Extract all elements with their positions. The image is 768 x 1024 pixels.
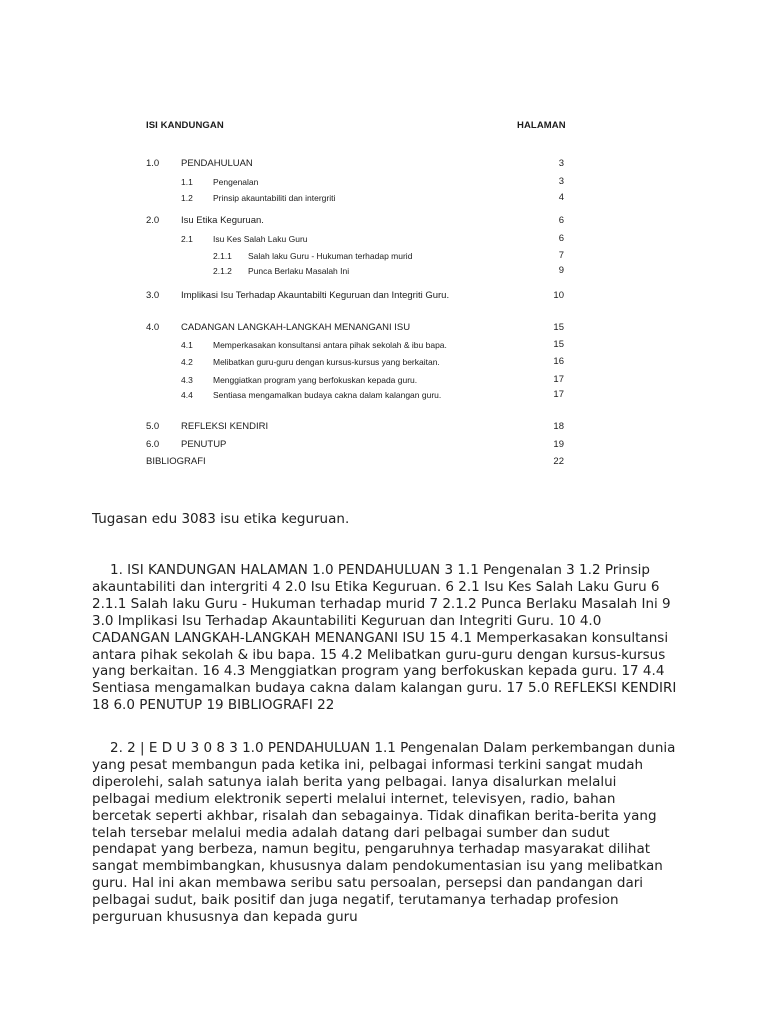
toc-header-page: HALAMAN [517, 120, 566, 131]
toc-row-title: Salah laku Guru - Hukuman terhadap murid [248, 251, 413, 261]
toc-row-title: REFLEKSI KENDIRI [181, 421, 269, 432]
toc-row [0, 374, 768, 386]
toc-row [0, 215, 768, 227]
toc-row-page: 3 [558, 176, 564, 187]
toc-row-page: 17 [553, 389, 564, 400]
toc-row-number: 4.4 [181, 390, 193, 400]
paragraph-1: 1. ISI KANDUNGAN HALAMAN 1.0 PENDAHULUAN 3 1.1 Pengenalan 3 1.2 Prinsip akauntabiliti dan intergriti 4 2.0 Isu Etika Keguruan. 6 2.1 Isu Kes Salah Laku Guru 6 2.1.1 Salah laku Guru - Hukuman terhadap murid 7 2.1.2 Punca Berlaku Masalah Ini 9 3.0 Implikasi Isu Terhadap Akauntabiliti Keguruan dan Integriti Guru. 10 4.0 CADANGAN LANGKAH-LANGKAH MENANGANI ISU 15 4.1 Memperkasakan konsultansi antara pihak sekolah & ibu bapa. 15 4.2 Melibatkan guru-guru dengan kursus-kursus yang berkaitan. 16 4.3 Menggiatkan program yang berfokuskan kepada guru. 17 4.4 Sentiasa mengamalkan budaya cakna dalam kalangan guru. 17 5.0 REFLEKSI KENDIRI 18 6.0 PENUTUP 19 BIBLIOGRAFI 22 [92, 562, 677, 714]
toc-row [0, 233, 768, 245]
document-title: Tugasan edu 3083 isu etika keguruan. [92, 511, 350, 527]
toc-row-page: 22 [553, 456, 564, 467]
toc-row-title: Isu Etika Keguruan. [181, 215, 264, 226]
toc-row-number: 4.0 [146, 322, 160, 333]
toc-row-page: 10 [553, 290, 564, 301]
toc-row-number: 1.0 [146, 158, 160, 169]
toc-row [0, 290, 768, 302]
toc-row-page: 17 [553, 374, 564, 385]
toc-row-title: PENUTUP [181, 439, 227, 450]
toc-row-number: 6.0 [146, 439, 160, 450]
toc-row-number: 5.0 [146, 421, 160, 432]
toc-row-page: 19 [553, 439, 564, 450]
toc-row-title: Implikasi Isu Terhadap Akauntabilti Keguruan dan Integriti Guru. [181, 290, 450, 301]
toc-row-page: 15 [553, 339, 564, 350]
toc-row-title: Prinsip akauntabiliti dan intergriti [213, 193, 336, 203]
toc-row-page: 18 [553, 421, 564, 432]
table-of-contents-scan [0, 0, 768, 480]
toc-row-page: 3 [558, 158, 564, 169]
toc-row-number: 2.1 [181, 234, 193, 244]
toc-row-title: PENDAHULUAN [181, 158, 253, 169]
toc-row [0, 322, 768, 334]
toc-row-number: 2.0 [146, 215, 160, 226]
toc-row-page: 16 [553, 356, 564, 367]
toc-header-contents: ISI KANDUNGAN [146, 120, 224, 131]
toc-row-page: 6 [558, 233, 564, 244]
toc-row [0, 439, 768, 451]
toc-row-number: 4.3 [181, 375, 193, 385]
toc-row-number: 4.2 [181, 357, 193, 367]
toc-row [0, 265, 768, 277]
toc-row [0, 356, 768, 368]
toc-row-title: BIBLIOGRAFI [146, 456, 206, 467]
toc-row [0, 389, 768, 401]
toc-row-title: Isu Kes Salah Laku Guru [213, 234, 308, 244]
toc-row [0, 158, 768, 170]
toc-row [0, 192, 768, 204]
toc-row-title: Melibatkan guru-guru dengan kursus-kursus yang berkaitan. [213, 357, 440, 367]
toc-row-title: Menggiatkan program yang berfokuskan kepada guru. [213, 375, 418, 385]
toc-row-page: 9 [558, 265, 564, 276]
paragraph-2: 2. 2 | E D U 3 0 8 3 1.0 PENDAHULUAN 1.1 Pengenalan Dalam perkembangan dunia yang pesat membangun pada ketika ini, pelbagai informasi terkini sangat mudah diperolehi, salah satunya ialah berita yang pelbagai. Ianya disalurkan melalui pelbagai medium elektronik seperti melalui internet, televisyen, radio, bahan bercetak seperti akhbar, risalah dan sebagainya. Tidak dinafikan berita-berita yang telah tersebar melalui media adalah datang dari pelbagai sumber dan sudut pendapat yang berbeza, namun begitu, pengaruhnya terhadap masyarakat dilihat sangat membimbangkan, khususnya dalam pendokumentasian isu yang melibatkan guru. Hal ini akan membawa seribu satu persoalan, persepsi dan pandangan dari pelbagai sudut, baik positif dan juga negatif, terutamanya terhadap profesion perguruan khususnya dan kepada guru [92, 740, 676, 926]
toc-row [0, 176, 768, 188]
toc-row-number: 3.0 [146, 290, 160, 301]
toc-row [0, 456, 768, 468]
toc-row-number: 2.1.1 [213, 251, 232, 261]
toc-row-title: Punca Berlaku Masalah Ini [248, 266, 350, 276]
toc-row-title: Pengenalan [213, 177, 259, 187]
toc-row-title: CADANGAN LANGKAH-LANGKAH MENANGANI ISU [181, 322, 411, 333]
toc-row-page: 6 [558, 215, 564, 226]
toc-row-number: 2.1.2 [213, 266, 232, 276]
toc-row-page: 4 [558, 192, 564, 203]
toc-row-page: 15 [553, 322, 564, 333]
toc-row-title: Memperkasakan konsultansi antara pihak sekolah & ibu bapa. [213, 340, 447, 350]
toc-row-page: 7 [558, 250, 564, 261]
toc-row [0, 421, 768, 433]
toc-row-number: 4.1 [181, 340, 193, 350]
toc-row-number: 1.2 [181, 193, 193, 203]
toc-row-number: 1.1 [181, 177, 193, 187]
toc-row-title: Sentiasa mengamalkan budaya cakna dalam kalangan guru. [213, 390, 442, 400]
toc-row [0, 339, 768, 351]
toc-row [0, 250, 768, 262]
